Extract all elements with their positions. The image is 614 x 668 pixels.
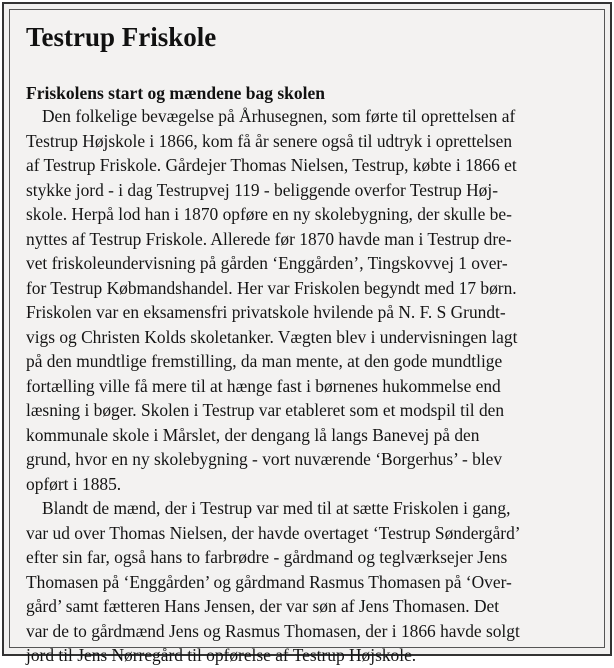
body-line: vet friskoleundervisning på gården ‘Enggården’, Tingskovvej 1 over- (26, 253, 508, 273)
body-line: Thomasen på ‘Enggården’ og gårdmand Rasmus Thomasen på ‘Over- (26, 571, 512, 592)
body-line: var ud over Thomas Nielsen, der havde overtaget ‘Testrup Søndergård’ (26, 522, 521, 543)
body-line: Testrup Højskole i 1866, kom få år senere også til udtryk i oprettelsen (26, 130, 513, 151)
body-line: opført i 1885. (26, 473, 122, 494)
body-line: Blandt de mænd, der i Testrup var med til at sætte Friskolen i gang, (42, 498, 511, 518)
section-heading: Friskolens start og mændene bag skolen (26, 83, 325, 103)
body-line: vigs og Christen Kolds skoletanker. Vægten blev i undervisningen lagt (26, 326, 518, 347)
body-line: Friskolen var en eksamensfri privatskole hvilende på N. F. S Grundt- (26, 302, 506, 322)
body-line: stykke jord - i dag Testrupvej 119 - beliggende overfor Testrup Høj- (26, 179, 498, 200)
body-line: nyttes af Testrup Friskole. Allerede før 1870 havde man i Testrup dre- (26, 228, 512, 249)
body-line: af Testrup Friskole. Gårdejer Thomas Nielsen, Testrup, købte i 1866 et (26, 155, 517, 175)
body-line: fortælling ville få mere til at hænge fast i børnenes hukommelse end (26, 375, 501, 396)
body-line: jord til Jens Nørregård til opførelse af Testrup Højskole. (26, 645, 417, 665)
body-line: læsning i bøger. Skolen i Testrup var etableret som et modspil til den (26, 400, 505, 420)
body-line: for Testrup Købmandshandel. Her var Friskolen begyndt med 17 børn. (26, 277, 517, 298)
body-line: gård’ samt fætteren Hans Jensen, der var søn af Jens Thomasen. Det (26, 596, 500, 616)
article-panel (9, 9, 605, 665)
body-line: Den folkelige bevægelse på Århusegnen, som førte til oprettelsen af (42, 106, 516, 126)
body-line: kommunale skole i Mårslet, der dengang lå langs Banevej på den (26, 424, 480, 445)
body-line: efter sin far, også hans to farbrødre - gårdmand og teglværksejer Jens (26, 547, 508, 567)
page-title: Testrup Friskole (26, 22, 217, 52)
body-line: var de to gårdmænd Jens og Rasmus Thomasen, der i 1866 havde solgt (26, 620, 520, 641)
body-line: skole. Herpå lod han i 1870 opføre en ny skolebygning, der skulle be- (26, 204, 512, 224)
article-body (26, 104, 604, 668)
page-frame (2, 2, 612, 665)
body-line: grund, hvor en ny skolebygning - vort nuværende ‘Borgerhus’ - blev (26, 449, 503, 469)
body-line: på den mundtlige fremstilling, da man mente, at den gode mundtlige (26, 351, 503, 371)
